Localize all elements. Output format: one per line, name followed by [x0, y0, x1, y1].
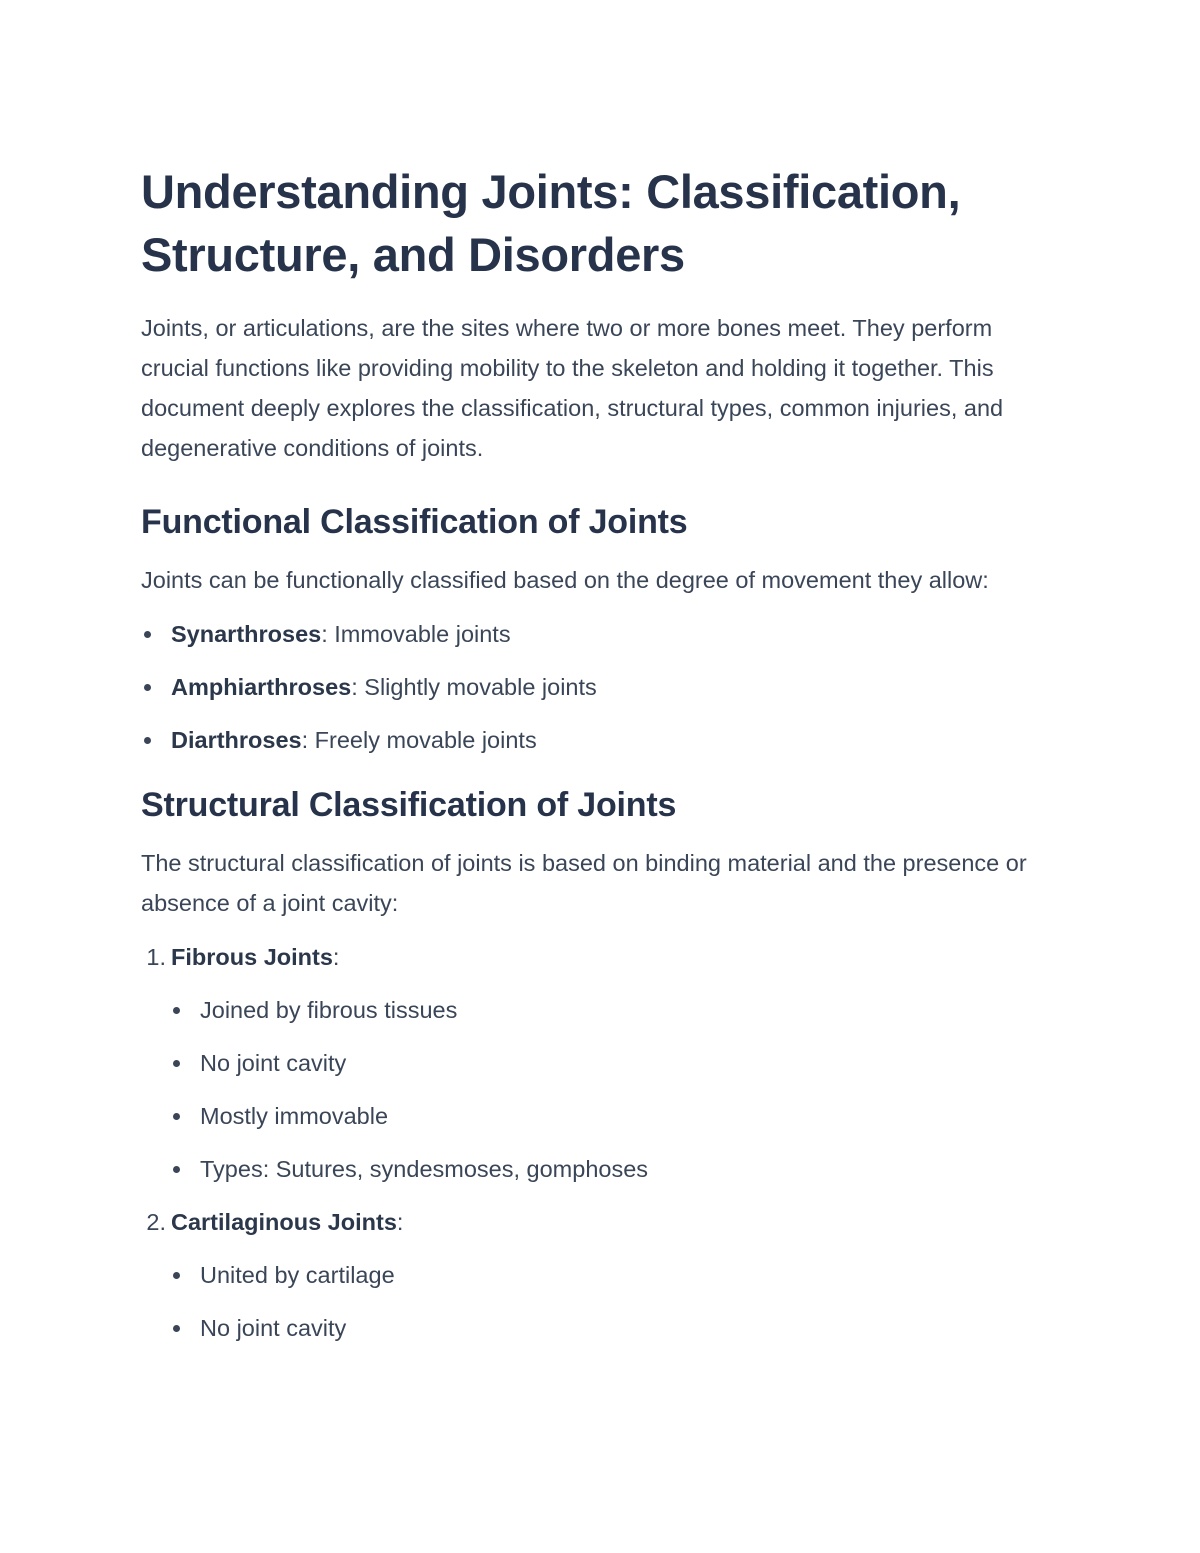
sub-list-item: Joined by fibrous tissues [141, 994, 1051, 1027]
sub-list [141, 994, 1051, 1186]
intro-paragraph: Joints, or articulations, are the sites where two or more bones meet. They perform crucial functions like providing mobility to the skeleton and holding it together. This document deeply explores the classification, structural types, common injuries, and degenerative conditions of joints. [141, 315, 1004, 461]
term-desc: : Freely movable joints [301, 727, 537, 753]
term-desc: : Immovable joints [321, 621, 511, 647]
list-item [141, 724, 1051, 757]
sub-list [141, 1259, 1051, 1345]
structural-list [141, 941, 1051, 1345]
list-item-head [141, 1206, 1051, 1239]
list-item [141, 941, 1051, 1186]
functional-text: Joints can be functionally classified based on the degree of movement they allow: [141, 567, 989, 593]
functional-list [141, 618, 1051, 757]
term: Synarthroses [171, 621, 322, 647]
list-number: 1. [146, 944, 166, 970]
term: Fibrous Joints [171, 944, 333, 970]
list-item [141, 618, 1051, 651]
sub-list-item: No joint cavity [141, 1047, 1051, 1080]
page-title: Understanding Joints: Classification, Structure, and Disorders [141, 165, 961, 281]
sub-list-item: United by cartilage [141, 1259, 1051, 1292]
list-item [141, 1206, 1051, 1345]
term: Diarthroses [171, 727, 302, 753]
list-item-head [141, 941, 1051, 974]
structural-heading: Structural Classification of Joints [141, 786, 677, 824]
term-suffix: : [396, 1209, 404, 1235]
term: Amphiarthroses [171, 674, 352, 700]
sub-list-item: Types: Sutures, syndesmoses, gomphoses [141, 1153, 1051, 1186]
sub-list-item: Mostly immovable [141, 1100, 1051, 1133]
term-desc: : Slightly movable joints [351, 674, 597, 700]
list-number: 2. [146, 1209, 166, 1235]
functional-heading: Functional Classification of Joints [141, 503, 688, 541]
document-page [141, 160, 1051, 1365]
term: Cartilaginous Joints [171, 1209, 397, 1235]
term-suffix: : [332, 944, 340, 970]
list-item [141, 671, 1051, 704]
structural-text: The structural classification of joints is based on binding material and the presence or absence of a joint cavity: [141, 850, 1027, 916]
sub-list-item: No joint cavity [141, 1312, 1051, 1345]
